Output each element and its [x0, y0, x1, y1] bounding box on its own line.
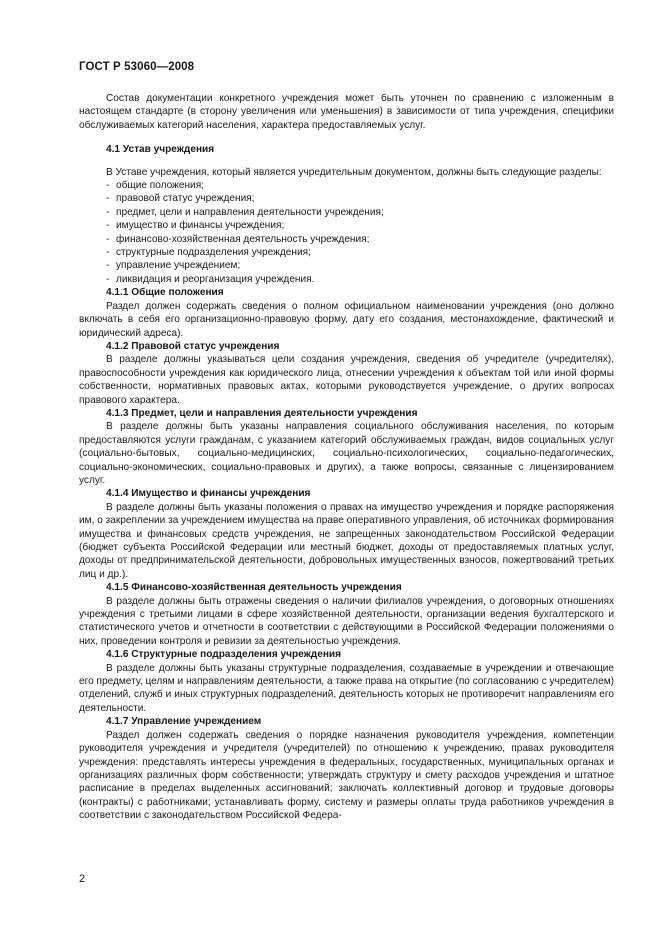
subsection-heading: 4.1.4 Имущество и финансы учреждения	[106, 488, 311, 500]
intro-paragraph: Состав документации конкретного учреждения может быть уточнен по сравнению с изложенным в настоящем стандарте (в сторону увеличения или уменьшения) в зависимости от типа учреждения, специфики обслуживаемых категорий населения, характера предоставляемых услуг.	[79, 93, 614, 131]
sections-list	[79, 179, 614, 286]
subsection-text: В разделе должны быть отражены сведения о наличии филиалов учреждения, о договорных отношениях учреждения с третьими лицами в сфере хозяйственной деятельности, организации ведения бухгалтерского и статистического учетов и отчетности в соответствии с действующими в Российской Федерации положениями о них, проведении контроля и ревизии за деятельностью учреждения.	[79, 595, 614, 647]
subsection-heading: 4.1.3 Предмет, цели и направления деятельности учреждения	[106, 407, 418, 419]
list-item: - правовой статус учреждения;	[106, 193, 255, 205]
subsection-heading: 4.1.7 Управление учреждением	[106, 716, 262, 728]
subsection-heading: 4.1.5 Финансово-хозяйственная деятельность учреждения	[106, 582, 402, 594]
subsection-text: В разделе должны быть указаны направления социального обслуживания населения, по которым предоставляются услуги гражданам, с указанием категорий обслуживаемых граждан, видов социальных услуг (социально-бытовых, социально-медицинских, социально-психологических, социально-педагогических, социально-экономических, социально-правовых и других), а также вопросы, связанные с лицензированием услуг.	[79, 421, 614, 486]
list-item: - управление учреждением;	[106, 260, 241, 272]
subsection-heading: 4.1.2 Правовой статус учреждения	[106, 340, 280, 352]
subsection-text: Раздел должен содержать сведения о полном официальном наименовании учреждения (оно должно включать в себя его организационно-правовую форму, дату его создания, местонахождение, фактический и юридический адреса).	[79, 300, 614, 339]
section-4-1-text: В Уставе учреждения, который является учредительным документом, должны быть следующие разделы:	[106, 166, 602, 178]
list-item: - имущество и финансы учреждения;	[106, 220, 285, 232]
subsection-heading: 4.1.6 Структурные подразделения учреждения	[106, 649, 342, 661]
subsection-text: В разделе должны указываться цели создания учреждения, сведения об учредителе (учредителях), правоспособности учреждения как юридического лица, отнесении учреждения к объектам той или иной формы собственности, нормативных правовых актах, которыми руководствуется учреждение, о других вопросах правового характера.	[79, 354, 614, 406]
subsection-heading: 4.1.1 Общие положения	[106, 287, 224, 299]
subsection-text: Раздел должен содержать сведения о порядке назначения руководителя учреждения, компетенции руководителя учреждения и учредителя (учредителей) по отношению к учреждению, правах руководителя учреждения: представлять интересы учреждения в федеральных, государственных, муниципальных органах и организациях различных форм собственности; утверждать структуру и смету расходов учреждения и штатное расписание в пределах выделенных ассигнований; заключать коллективный договор и трудовые договоры (контракты) с работниками; устанавливать форму, систему и размеры оплаты труда работников учреждения в соответствии с законодательством Российской Федера-	[79, 729, 614, 822]
list-item: - финансово-хозяйственная деятельность учреждения;	[106, 233, 370, 245]
subsection-text: В разделе должны быть указаны структурные подразделения, создаваемые в учреждении и отвечающие его предмету, целям и направлениям деятельности, а также права на открытие (по согласованию с учредителем) отделений, служб и иных структурных подразделений, деятельность которых не противоречит направлениям его деятельности.	[79, 662, 614, 714]
section-4-1-heading: 4.1 Устав учреждения	[106, 144, 215, 156]
list-item: - ликвидация и реорганизация учреждения.	[106, 273, 315, 285]
document-header: ГОСТ Р 53060—2008	[79, 61, 195, 73]
subsection-text: В разделе должны быть указаны положения о правах на имущество учреждения и порядке распоряжения им, о закреплении за учреждением имущества на праве оперативного управления, об источниках формирования имущества и финансовых средств учреждения, не запрещенных законодательством Российской Федерации (бюджет субъекта Российской Федерации или местный бюджет, доходы от предоставляемых платных услуг, доходы от предпринимательской деятельности, добровольных имущественных взносов, пожертвований третьих лиц и др.).	[79, 501, 614, 580]
list-item: - общие положения;	[106, 180, 204, 192]
list-item: - предмет, цели и направления деятельности учреждения;	[106, 206, 384, 218]
page-number: 2	[79, 873, 86, 885]
document-body	[79, 92, 614, 823]
list-item: - структурные подразделения учреждения;	[106, 247, 311, 259]
